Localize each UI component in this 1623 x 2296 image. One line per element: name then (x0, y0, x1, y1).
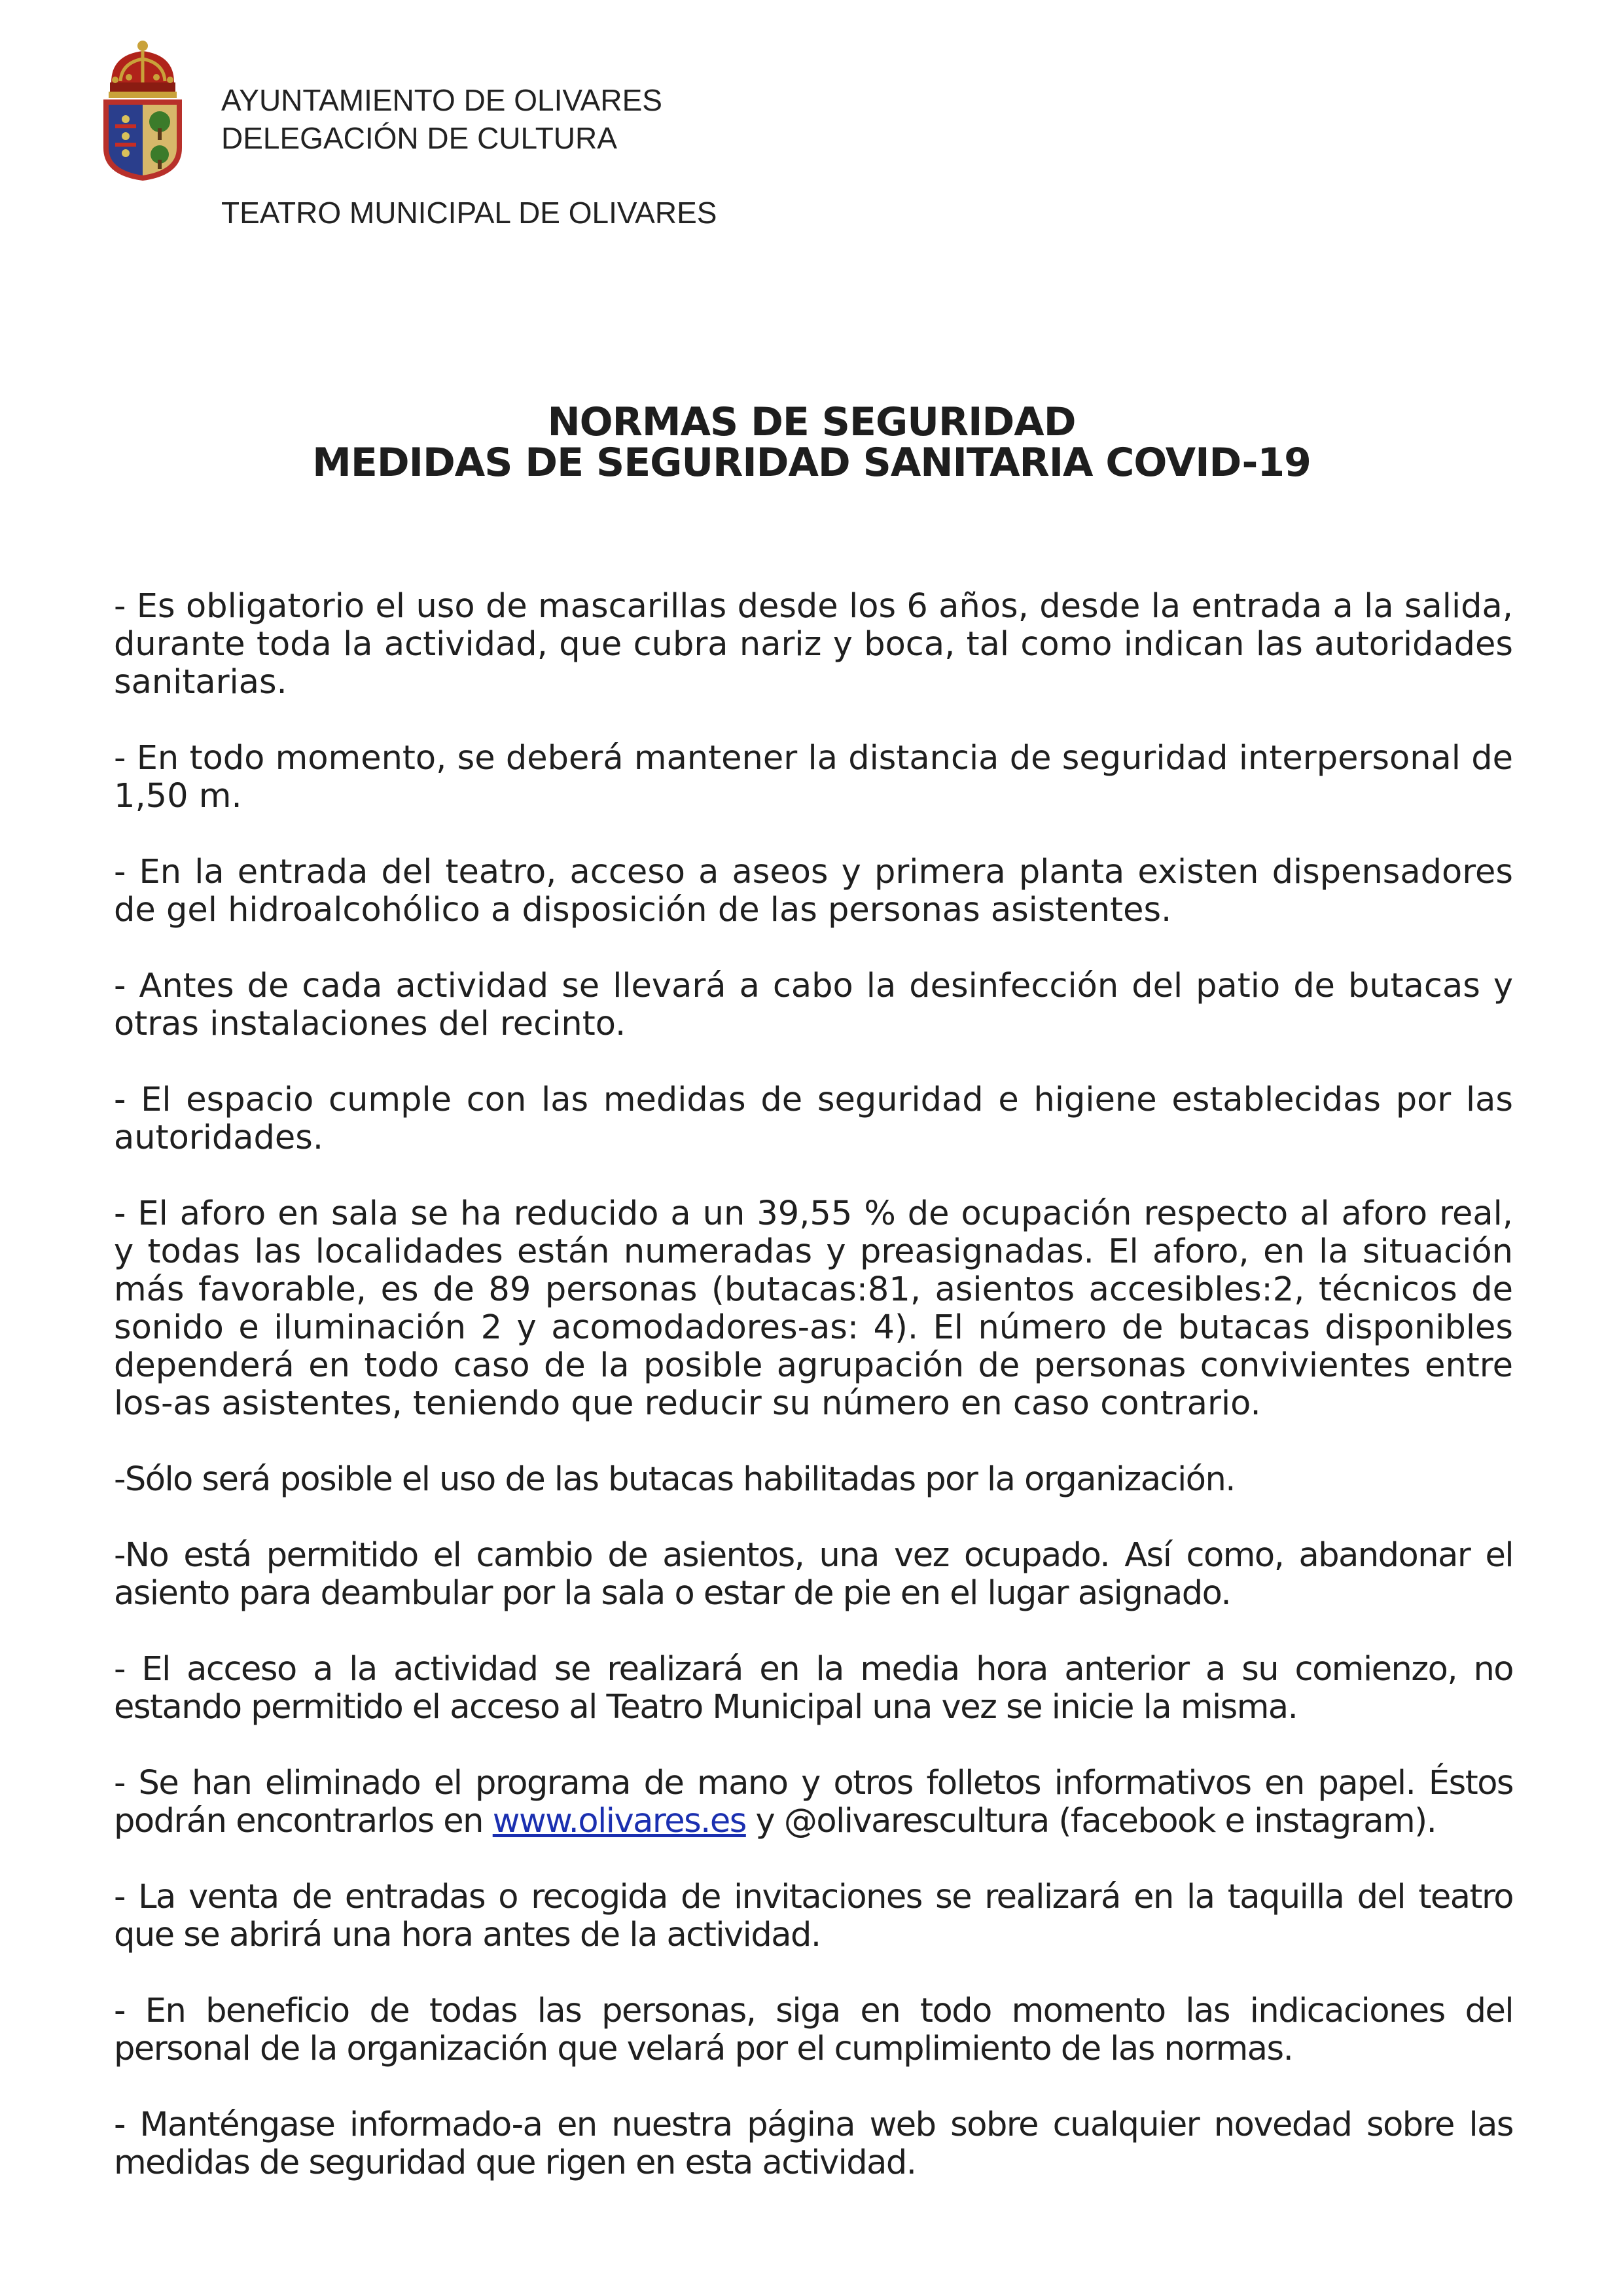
org-name: AYUNTAMIENTO DE OLIVARES (221, 83, 662, 117)
rule-disinfection: - Antes de cada actividad se llevará a cabo la desinfección del patio de butacas y otras instalaciones del recinto. (114, 967, 1513, 1043)
rule-hygiene: - El espacio cumple con las medidas de seguridad e higiene establecidas por las autoridades. (114, 1081, 1513, 1157)
title-line-2: MEDIDAS DE SEGURIDAD SANITARIA COVID-19 (312, 440, 1311, 486)
rule-distance: - En todo momento, se deberá mantener la distancia de seguridad interpersonal de 1,50 m. (114, 739, 1513, 816)
header-organization (221, 81, 717, 232)
rule-program-social: y @olivarescultura (facebook e instagram). (745, 1802, 1436, 1840)
rule-program-text: - Se han eliminado el programa de mano y otros folletos informativos en papel. Éstos podrán encontrarlos en (114, 1764, 1513, 1840)
rule-gel: - En la entrada del teatro, acceso a aseos y primera planta existen dispensadores de gel hidroalcohólico a disposición de las personas asistentes. (114, 853, 1513, 929)
rule-masks: - Es obligatorio el uso de mascarillas desde los 6 años, desde la entrada a la salida, durante toda la actividad, que cubra nariz y boca, tal como indican las autoridades sanitarias. (114, 587, 1513, 702)
page-title (0, 399, 1623, 486)
website-link[interactable]: www.olivares.es (492, 1802, 746, 1840)
rule-seat-change: -No está permitido el cambio de asientos, una vez ocupado. Así como, abandonar el asiento para deambular por la sala o estar de pie en el lugar asignado. (114, 1536, 1513, 1613)
rules-list (114, 588, 1513, 2220)
rule-access: - El acceso a la actividad se realizará en la media hora anterior a su comienzo, no estando permitido el acceso al Teatro Municipal una vez se inicie la misma. (114, 1650, 1513, 1727)
venue-name: TEATRO MUNICIPAL DE OLIVARES (221, 196, 717, 230)
rule-staff: - En beneficio de todas las personas, siga en todo momento las indicaciones del personal de la organización que velará por el cumplimiento de las normas. (114, 1992, 1513, 2068)
rule-stay-informed: - Manténgase informado-a en nuestra página web sobre cualquier novedad sobre las medidas de seguridad que rigen en esta actividad. (114, 2106, 1513, 2182)
rule-seats: -Sólo será posible el uso de las butacas habilitadas por la organización. (114, 1460, 1236, 1499)
title-line-1: NORMAS DE SEGURIDAD (547, 399, 1076, 445)
coat-of-arms-icon (98, 37, 187, 182)
rule-program (114, 1765, 1513, 1840)
rule-capacity: - El aforo en sala se ha reducido a un 39,55 % de ocupación respecto al aforo real, y todas las localidades están numeradas y preasignadas. El aforo, en la situación más favorable, es de 89 personas (butacas:81, asientos accesibles:2, técnicos de sonido e iluminación 2 y acomodadores-as: 4). El número de butacas disponibles dependerá en todo caso de la posible agrupación de personas convivientes entre los-as asistentes, teniendo que reducir su número en caso contrario. (114, 1194, 1513, 1423)
org-department: DELEGACIÓN DE CULTURA (221, 121, 617, 155)
rule-tickets: - La venta de entradas o recogida de invitaciones se realizará en la taquilla del teatro que se abrirá una hora antes de la actividad. (114, 1878, 1513, 1954)
